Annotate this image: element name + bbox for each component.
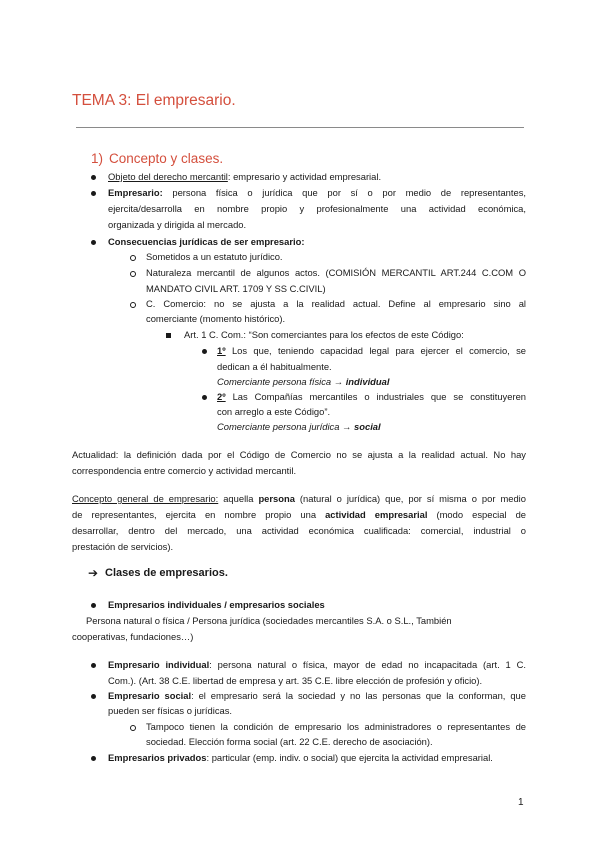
bullet-icon	[202, 349, 207, 354]
bullet-icon	[91, 603, 96, 608]
emp-priv-label: Empresarios privados	[108, 752, 207, 763]
tampoco-line-1: Tampoco tienen la condición de empresario los administradores o representantes de	[146, 721, 526, 732]
emp-ind-line-2: Com.). (Art. 38 C.E. libertad de empresa y art. 35 C.E. libre elección de profesión y oficio).	[108, 675, 483, 686]
item2-number: 2º	[217, 391, 226, 402]
item1-text: Los que, teniendo capacidad legal para ejercer el comercio, se	[225, 345, 526, 356]
concepto-line-3: desarrollar, dentro del mercado, una actividad económica cualificada: comercial, industrial o	[72, 525, 526, 536]
actualidad-line-2: correspondencia entre comercio y actividad mercantil.	[72, 465, 297, 476]
clases-heading: Clases de empresarios.	[105, 567, 228, 579]
bullet-icon	[202, 395, 207, 400]
empresario-line-3: organizada y dirigida al mercado.	[108, 219, 247, 230]
emp-priv-text: : particular (emp. indiv. o social) que ejercita la actividad empresarial.	[206, 752, 493, 763]
bullet-icon	[91, 240, 96, 245]
concepto-text: (modo especial de	[427, 509, 526, 520]
sub-item-comercio-2: comerciante (momento histórico).	[146, 313, 286, 324]
concepto-line-4: prestación de servicios).	[72, 541, 174, 552]
item1-note-text: Comerciante persona física →	[217, 376, 346, 387]
persona-line-1: Persona natural o física / Persona jurídica (sociedades mercantiles S.A. o S.L., También	[86, 615, 452, 626]
item2-note-text: Comerciante persona jurídica →	[217, 421, 355, 432]
empresario-label: Empresario:	[108, 187, 163, 198]
circle-bullet-icon	[130, 725, 136, 731]
objeto-label: Objeto del derecho mercantil	[108, 171, 228, 182]
concepto-text: de representantes, ejercita en nombre propio una	[72, 509, 326, 520]
page-number: 1	[518, 797, 524, 808]
concepto-line-1	[72, 493, 526, 505]
concepto-bold: persona	[258, 493, 295, 504]
emp-ind-line-1	[108, 659, 526, 671]
circle-bullet-icon	[130, 302, 136, 308]
item1-line-1	[217, 345, 526, 357]
sub-item-comercio-1: C. Comercio: no se ajusta a la realidad actual. Define al empresario sino al	[146, 298, 526, 309]
bullet-icon	[91, 191, 96, 196]
item2-text: Las Compañías mercantiles o industriales que se constituyeren	[225, 391, 526, 402]
title-divider	[76, 127, 524, 128]
arrow-right-icon: ➔	[88, 566, 99, 580]
empresario-text: persona física o jurídica que por sí o por medio de representantes,	[162, 187, 526, 198]
item1-line-2: dedican a él habitualmente.	[217, 361, 332, 372]
concepto-label: Concepto general de empresario:	[72, 493, 219, 504]
ind-soc-heading: Empresarios individuales / empresarios sociales	[108, 599, 325, 610]
emp-soc-label: Empresario social	[108, 690, 192, 701]
concepto-line-2	[72, 509, 526, 521]
objeto-line	[108, 171, 381, 183]
square-bullet-icon	[166, 333, 171, 338]
concepto-text: aquella	[218, 493, 259, 504]
item1-note	[217, 376, 389, 388]
concepto-text: (natural o jurídica) que, por sí misma o por medio	[294, 493, 526, 504]
persona-line-2: cooperativas, fundaciones…)	[72, 631, 194, 642]
art1-line: Art. 1 C. Com.: “Son comerciantes para los efectos de este Código:	[184, 329, 464, 340]
bullet-icon	[91, 756, 96, 761]
sub-item-estatuto: Sometidos a un estatuto jurídico.	[146, 251, 283, 262]
item1-note-bold: individual	[345, 376, 390, 387]
item1-number: 1º	[217, 345, 226, 356]
sub-item-naturaleza-1: Naturaleza mercantil de algunos actos. (COMISIÓN MERCANTIL ART.244 C.COM O	[146, 267, 526, 278]
item2-note-bold: social	[354, 421, 381, 432]
section-number: 1)	[91, 151, 104, 166]
circle-bullet-icon	[130, 255, 136, 261]
objeto-text: : empresario y actividad empresarial.	[227, 171, 382, 182]
empresario-line-2: ejercita/desarrolla en nombre propio y profesionalmente una actividad económica,	[108, 203, 526, 214]
empresario-line-1	[108, 187, 526, 199]
emp-priv-line	[108, 752, 493, 764]
item2-line-2: con arreglo a este Código”.	[217, 406, 331, 417]
bullet-icon	[91, 694, 96, 699]
section-heading	[91, 151, 223, 166]
item2-line-1	[217, 391, 526, 403]
item2-note	[217, 421, 381, 433]
bullet-icon	[91, 663, 96, 668]
emp-soc-text: : el empresario será la sociedad y no las personas que la conforman, que	[191, 690, 526, 701]
bullet-icon	[91, 175, 96, 180]
page-title: TEMA 3: El empresario.	[72, 92, 236, 109]
actualidad-line-1: Actualidad: la definición dada por el Código de Comercio no se ajusta a la realidad actual. No hay	[72, 449, 526, 460]
section-title: Concepto y clases.	[109, 151, 224, 166]
tampoco-line-2: sociedad. Elección forma social (art. 22 C.E. derecho de asociación).	[146, 736, 433, 747]
consecuencias-heading: Consecuencias jurídicas de ser empresario:	[108, 236, 305, 247]
emp-ind-text: : persona natural o física, mayor de edad no incapacitada (art. 1 C.	[209, 659, 526, 670]
sub-item-naturaleza-2: MANDATO CIVIL ART. 1709 Y SS C.CIVIL)	[146, 283, 326, 294]
circle-bullet-icon	[130, 271, 136, 277]
emp-soc-line-2: pueden ser físicas o jurídicas.	[108, 705, 233, 716]
concepto-bold: actividad empresarial	[325, 509, 428, 520]
emp-soc-line-1	[108, 690, 526, 702]
emp-ind-label: Empresario individual	[108, 659, 210, 670]
